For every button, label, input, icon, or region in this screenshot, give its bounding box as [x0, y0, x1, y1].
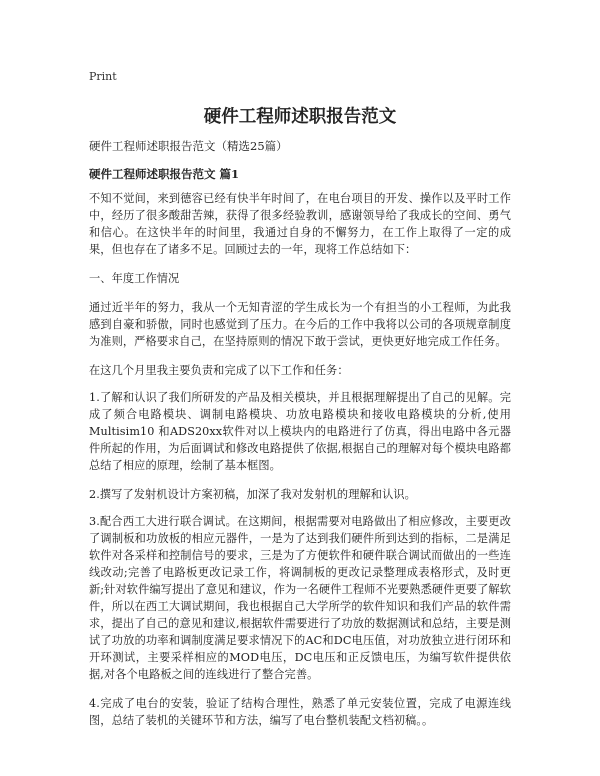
- document-subtitle: 硬件工程师述职报告范文（精选25篇）: [89, 139, 288, 153]
- list-item-paragraph: 2.撰写了发射机设计方案初稿，加深了我对发射机的理解和认识。: [89, 488, 416, 501]
- list-item-paragraph: 4.完成了电台的安装，验证了结构合理性，熟悉了单元安装位置，完成了电源连线图，总结了装机的关键环节和方法，编写了电台整机装配文档初稿。。: [89, 697, 511, 727]
- print-label: Print: [89, 70, 117, 83]
- document-title: 硬件工程师述职报告范文: [203, 107, 397, 127]
- subsection-heading: 一、年度工作情况: [89, 272, 180, 285]
- list-item-paragraph: 1.了解和认识了我们所研发的产品及相关模块，并且根据理解提出了自己的见解。完成了频合电路模块、调制电路模块、功放电路模块和接收电路模块的分析,使用Multisim10 和ADS20xx软件对以上模块内的电路进行了仿真，得出电路中各元器件所起的作用，为后面调试和修改电路提供了依据,根据自己的理解对每个模块电路都总结了相应的原理，绘制了基本框图。: [89, 391, 511, 472]
- list-item-paragraph: 3.配合西工大进行联合调试。在这期间，根据需要对电路做出了相应修改，主要更改了调制板和功放板的相应元器件，一是为了达到我们硬件所到达到的指标，二是满足软件对各采样和控制信号的要求，三是为了方便软件和硬件联合调试而做出的一些连线改动;完善了电路板更改记录工作，将调制板的更改记录整理成表格形式，及时更新;针对软件编写提出了意见和建议，作为一名硬件工程师不光要熟悉硬件更要了解软件，所以在西工大调试期间，我也根据自己大学所学的软件知识和我们产品的软件需求，提出了自己的意见和建议,根据软件需要进行了功放的数据测试和总结，主要是测试了功放的功率和调制度满足要求情况下的AC和DC电压值，对功放独立进行闭环和开环测试，主要采样相应的MOD电压，DC电压和正反馈电压，为编写软件提供依据,对各个电路板之间的连线进行了整合完善。: [89, 515, 511, 681]
- body-paragraph: 在这几个月里我主要负责和完成了以下工作和任务：: [89, 364, 349, 377]
- section-heading: 硬件工程师述职报告范文 篇1: [89, 167, 240, 181]
- body-paragraph: 通过近半年的努力，我从一个无知青涩的学生成长为一个有担当的小工程师，为此我感到自豪和骄傲，同时也感觉到了压力。在今后的工作中我将以公司的各项规章制度为准则，严格要求自己，在坚持原则的情况下敢于尝试，更快更好地完成工作任务。: [89, 301, 511, 348]
- intro-paragraph: 不知不觉间，来到德容已经有快半年时间了，在电台项目的开发、操作以及平时工作中，经历了很多酸甜苦辣，获得了很多经验教训，感谢领导给了我成长的空间、勇气和信心。在这快半年的时间里，我通过自身的不懈努力，在工作上取得了一定的成果，但也存在了诸多不足。回顾过去的一年，现将工作总结如下：: [89, 192, 511, 256]
